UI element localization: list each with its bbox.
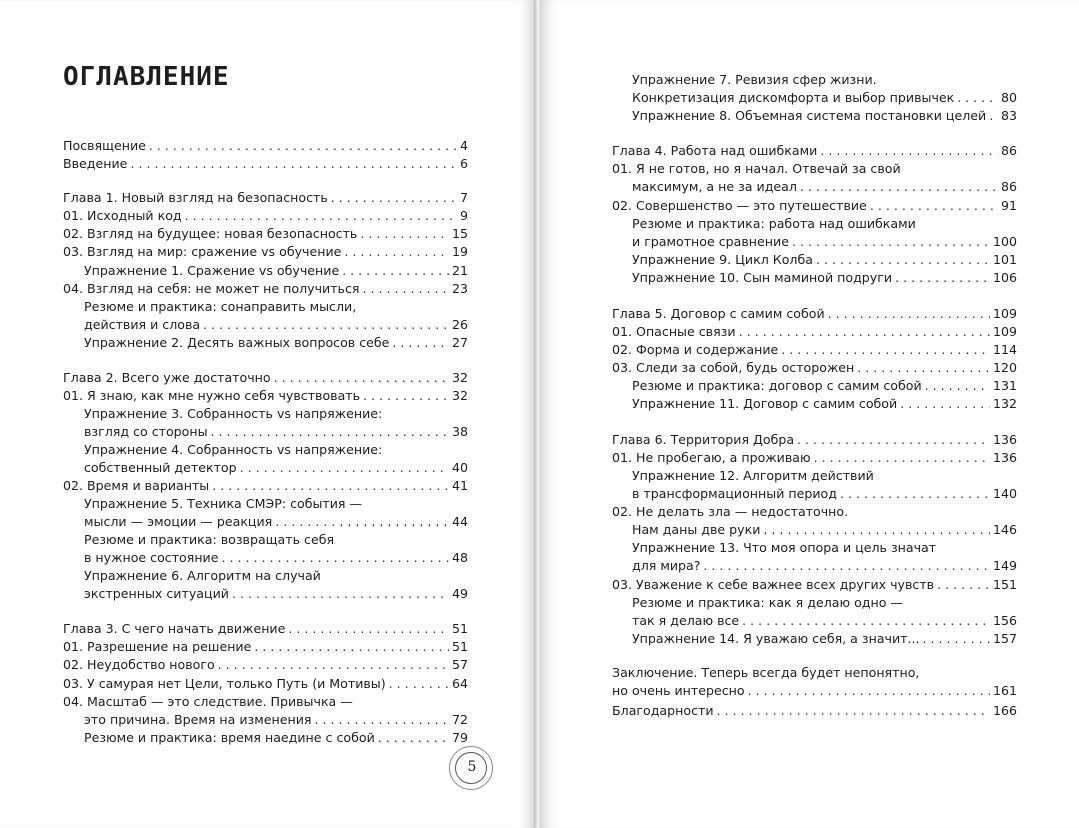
- toc-entry-line: Резюме и практика: как я делаю одно —: [632, 595, 904, 610]
- toc-entry: [632, 178, 1017, 196]
- dot-leader: [130, 155, 457, 173]
- dot-leader: [797, 431, 990, 449]
- toc-entry: [612, 702, 1017, 720]
- toc-entry-page: 149: [992, 558, 1017, 573]
- toc-entry-page: 157: [992, 631, 1017, 646]
- toc-entry-title: 03. Следи за собой, будь осторожен: [612, 360, 855, 375]
- dot-leader: [149, 137, 457, 155]
- toc-entry-title: 03. Взгляд на мир: сражение vs обучение: [63, 244, 342, 259]
- dot-leader: [748, 682, 990, 700]
- toc-entry-title: 01. Не пробегаю, а проживаю: [612, 450, 811, 465]
- toc-entry-title: Упражнение 8. Объемная система постановки целей: [632, 108, 987, 123]
- toc-entry: [63, 207, 468, 225]
- toc-entry-title: взгляд со стороны: [84, 424, 208, 439]
- toc-entry-line: Упражнение 6. Алгоритм на случай: [84, 568, 321, 583]
- toc-entry-page: 41: [451, 478, 468, 493]
- toc-entry-page: 83: [1000, 108, 1017, 123]
- toc-entry-title: 04. Взгляд на себя: не может не получиться: [63, 281, 360, 296]
- toc-entry: [612, 197, 1017, 215]
- toc-entry-page: 27: [451, 335, 468, 350]
- toc-entry-page: 132: [992, 396, 1017, 411]
- toc-entry-title: но очень интересно: [612, 683, 745, 698]
- toc-entry: [84, 316, 468, 334]
- toc-entry: [84, 262, 468, 280]
- dot-leader: [342, 262, 449, 280]
- toc-entry-title: и грамотное сравнение: [632, 234, 789, 249]
- toc-entry-page: 91: [1000, 198, 1017, 213]
- dot-leader: [820, 142, 998, 160]
- toc-entry-page: 120: [992, 360, 1017, 375]
- toc-title: ОГЛАВЛЕНИЕ: [63, 62, 230, 92]
- toc-entry-title: Упражнение 1. Сражение vs обучение: [84, 263, 340, 278]
- dot-leader: [763, 521, 990, 539]
- toc-entry-title: 02. Совершенство — это путешествие: [612, 198, 867, 213]
- toc-entry-title: Введение: [63, 156, 128, 171]
- dot-leader: [781, 341, 990, 359]
- toc-entry-title: Резюме и практика: время наедине с собой: [84, 730, 375, 745]
- toc-entry-title: действия и слова: [84, 317, 201, 332]
- dot-leader: [828, 305, 990, 323]
- toc-entry-page: 100: [992, 234, 1017, 249]
- toc-entry: [84, 729, 468, 747]
- toc-entry-title: мысли — эмоции — реакция: [84, 514, 273, 529]
- toc-entry-title: 01. Я знаю, как мне нужно себя чувствовать: [63, 388, 361, 403]
- toc-entry-title: Глава 3. С чего начать движение: [63, 621, 286, 636]
- toc-entry-page: 64: [451, 676, 468, 691]
- toc-entry-title: 02. Форма и содержание: [612, 342, 779, 357]
- toc-entry: [63, 225, 468, 243]
- dot-leader: [925, 377, 990, 395]
- dot-leader: [203, 316, 449, 334]
- toc-entry: [63, 387, 468, 405]
- toc-entry-page: 156: [992, 613, 1017, 628]
- toc-entry-page: 114: [992, 342, 1017, 357]
- dot-leader: [816, 251, 990, 269]
- toc-entry: [632, 630, 1017, 648]
- toc-entry-title: Нам даны две руки: [632, 522, 761, 537]
- toc-entry-title: 01. Исходный код: [63, 208, 182, 223]
- dot-leader: [274, 369, 449, 387]
- dot-leader: [288, 620, 449, 638]
- toc-entry: [632, 485, 1017, 503]
- toc-entry-page: 23: [451, 281, 468, 296]
- dot-leader: [814, 449, 990, 467]
- toc-entry: [84, 334, 468, 352]
- dot-leader: [331, 189, 457, 207]
- dot-leader: [240, 459, 449, 477]
- dot-leader: [923, 630, 990, 648]
- toc-entry-page: 57: [451, 657, 468, 672]
- toc-entry-title: так я делаю все: [632, 613, 740, 628]
- toc-entry: [632, 521, 1017, 539]
- toc-entry: [632, 269, 1017, 287]
- toc-entry-title: это причина. Время на изменения: [84, 712, 312, 727]
- toc-entry-title: максимум, а не за идеал: [632, 179, 797, 194]
- dot-leader: [232, 585, 449, 603]
- toc-entry-page: 32: [451, 388, 468, 403]
- toc-entry-page: 19: [451, 244, 468, 259]
- toc-entry: [63, 656, 468, 674]
- toc-entry: [63, 155, 468, 173]
- toc-entry: [632, 107, 1017, 125]
- toc-entry-title: Конкретизация дискомфорта и выбор привычек: [632, 90, 955, 105]
- dot-leader: [275, 513, 449, 531]
- dot-leader: [360, 225, 449, 243]
- dot-leader: [739, 323, 990, 341]
- toc-entry: [632, 395, 1017, 413]
- toc-entry-title: 02. Неудобство нового: [63, 657, 215, 672]
- toc-entry: [612, 142, 1017, 160]
- toc-entry-page: 106: [992, 270, 1017, 285]
- toc-entry-title: Глава 6. Территория Добра: [612, 432, 795, 447]
- toc-entry: [632, 612, 1017, 630]
- toc-entry-page: 26: [451, 317, 468, 332]
- toc-entry: [63, 189, 468, 207]
- toc-entry-title: в нужное состояние: [84, 550, 219, 565]
- toc-entry-line: Упражнение 4. Собранность vs напряжение:: [84, 442, 383, 457]
- toc-entry-page: 151: [992, 577, 1017, 592]
- toc-entry: [84, 549, 468, 567]
- dot-leader: [703, 557, 990, 575]
- toc-entry: [612, 341, 1017, 359]
- dot-leader: [212, 477, 449, 495]
- dot-leader: [389, 675, 449, 693]
- dot-leader: [222, 549, 449, 567]
- toc-entry-title: для мира?: [632, 558, 701, 573]
- toc-entry-page: 146: [992, 522, 1017, 537]
- dot-leader: [792, 233, 990, 251]
- toc-entry-title: Глава 4. Работа над ошибками: [612, 143, 818, 158]
- toc-entry-title: Упражнение 14. Я уважаю себя, а значит...: [632, 631, 920, 646]
- dot-leader: [742, 612, 990, 630]
- toc-entry-page: 32: [451, 370, 468, 385]
- toc-entry-title: Упражнение 2. Десять важных вопросов себе: [84, 335, 390, 350]
- toc-entry-line: Резюме и практика: сонаправить мысли,: [84, 299, 357, 314]
- toc-entry: [84, 423, 468, 441]
- toc-entry: [84, 459, 468, 477]
- toc-entry: [84, 585, 468, 603]
- page-number-badge: [449, 746, 493, 790]
- toc-entry-page: 79: [451, 730, 468, 745]
- toc-entry: [63, 243, 468, 261]
- toc-entry-line: Резюме и практика: возвращать себя: [84, 532, 335, 547]
- toc-entry: [612, 682, 1017, 700]
- toc-entry-title: Глава 5. Договор с самим собой: [612, 306, 825, 321]
- toc-entry: [612, 305, 1017, 323]
- toc-entry-title: Глава 2. Всего уже достаточно: [63, 370, 271, 385]
- toc-entry-page: 131: [992, 378, 1017, 393]
- toc-entry: [612, 431, 1017, 449]
- toc-entry-page: 51: [451, 639, 468, 654]
- toc-entry-title: Упражнение 9. Цикл Колба: [632, 252, 813, 267]
- toc-entry-title: 01. Разрешение на решение: [63, 639, 252, 654]
- dot-leader: [363, 387, 449, 405]
- toc-entry: [632, 89, 1017, 107]
- toc-entry-page: 40: [451, 460, 468, 475]
- toc-entry-title: Упражнение 11. Договор с самим собой: [632, 396, 898, 411]
- dot-leader: [362, 280, 448, 298]
- toc-entry-title: в трансформационный период: [632, 486, 837, 501]
- dot-leader: [989, 107, 998, 125]
- toc-entry: [63, 137, 468, 155]
- page-number: 5: [467, 759, 477, 775]
- toc-entry-line: 04. Масштаб — это следствие. Привычка —: [63, 694, 353, 709]
- toc-entry: [612, 449, 1017, 467]
- dot-leader: [800, 178, 998, 196]
- toc-entry: [63, 620, 468, 638]
- dot-leader: [870, 197, 998, 215]
- toc-entry: [632, 377, 1017, 395]
- dot-leader: [254, 638, 449, 656]
- toc-entry-title: Резюме и практика: договор с самим собой: [632, 378, 922, 393]
- toc-entry: [63, 675, 468, 693]
- toc-entry-page: 7: [459, 190, 468, 205]
- dot-leader: [857, 359, 990, 377]
- toc-entry-page: 44: [451, 514, 468, 529]
- toc-entry: [84, 711, 468, 729]
- toc-entry-line: Упражнение 12. Алгоритм действий: [632, 468, 874, 483]
- toc-entry: [84, 513, 468, 531]
- dot-leader: [900, 395, 990, 413]
- toc-entry-line: Резюме и практика: работа над ошибками: [632, 216, 916, 231]
- dot-leader: [218, 656, 449, 674]
- dot-leader: [937, 576, 990, 594]
- toc-entry-page: 49: [451, 586, 468, 601]
- toc-entry-page: 136: [992, 450, 1017, 465]
- toc-entry: [612, 359, 1017, 377]
- toc-entry-title: Упражнение 10. Сын маминой подруги: [632, 270, 893, 285]
- toc-entry-title: 02. Взгляд на будущее: новая безопасность: [63, 226, 358, 241]
- dot-leader: [378, 729, 449, 747]
- toc-entry-line: 01. Я не готов, но я начал. Отвечай за свой: [612, 161, 901, 176]
- toc-entry-title: Посвящение: [63, 138, 146, 153]
- toc-entry-page: 101: [992, 252, 1017, 267]
- toc-entry-title: Глава 1. Новый взгляд на безопасность: [63, 190, 328, 205]
- dot-leader: [185, 207, 457, 225]
- dot-leader: [895, 269, 990, 287]
- toc-entry: [63, 638, 468, 656]
- dot-leader: [840, 485, 990, 503]
- toc-entry-page: 48: [451, 550, 468, 565]
- toc-entry-title: экстренных ситуаций: [84, 586, 229, 601]
- toc-entry: [63, 280, 468, 298]
- toc-entry-line: Заключение. Теперь всегда будет непонятно,: [612, 665, 920, 680]
- toc-entry-page: 86: [1000, 179, 1017, 194]
- toc-entry-page: 4: [459, 138, 468, 153]
- toc-entry-page: 140: [992, 486, 1017, 501]
- toc-entry: [632, 233, 1017, 251]
- toc-entry-page: 6: [459, 156, 468, 171]
- toc-entry-page: 72: [451, 712, 468, 727]
- toc-entry-title: Благодарности: [612, 703, 714, 718]
- toc-entry-page: 109: [992, 306, 1017, 321]
- toc-entry-title: 01. Опасные связи: [612, 324, 736, 339]
- dot-leader: [211, 423, 449, 441]
- toc-entry-title: собственный детектор: [84, 460, 237, 475]
- toc-entry-page: 136: [992, 432, 1017, 447]
- toc-entry-line: Упражнение 5. Техника СМЭР: события —: [84, 496, 363, 511]
- toc-entry: [612, 576, 1017, 594]
- toc-entry: [612, 323, 1017, 341]
- toc-entry-title: 03. Уважение к себе важнее всех других чувств: [612, 577, 935, 592]
- toc-entry: [63, 477, 468, 495]
- toc-entry-page: 80: [1000, 90, 1017, 105]
- toc-entry-page: 161: [992, 683, 1017, 698]
- toc-entry: [632, 251, 1017, 269]
- toc-entry-line: 02. Не делать зла — недостаточно.: [612, 504, 849, 519]
- toc-entry-page: 86: [1000, 143, 1017, 158]
- dot-leader: [314, 711, 448, 729]
- toc-entry-page: 21: [451, 263, 468, 278]
- toc-entry-line: Упражнение 3. Собранность vs напряжение:: [84, 406, 383, 421]
- toc-entry-page: 38: [451, 424, 468, 439]
- toc-entry-page: 9: [459, 208, 468, 223]
- dot-leader: [957, 89, 998, 107]
- dot-leader: [392, 334, 449, 352]
- toc-entry-page: 15: [451, 226, 468, 241]
- toc-entry-page: 109: [992, 324, 1017, 339]
- toc-entry-page: 51: [451, 621, 468, 636]
- toc-entry-title: 02. Время и варианты: [63, 478, 210, 493]
- toc-entry-title: 03. У самурая нет Цели, только Путь (и Мотивы): [63, 676, 386, 691]
- toc-entry-page: 166: [992, 703, 1017, 718]
- toc-entry: [63, 369, 468, 387]
- right-page: [540, 0, 1079, 828]
- toc-entry-line: Упражнение 13. Что моя опора и цель значат: [632, 540, 937, 555]
- dot-leader: [344, 243, 449, 261]
- toc-entry: [632, 557, 1017, 575]
- toc-entry-line: Упражнение 7. Ревизия сфер жизни.: [632, 72, 877, 87]
- left-page: [0, 0, 536, 828]
- dot-leader: [717, 702, 990, 720]
